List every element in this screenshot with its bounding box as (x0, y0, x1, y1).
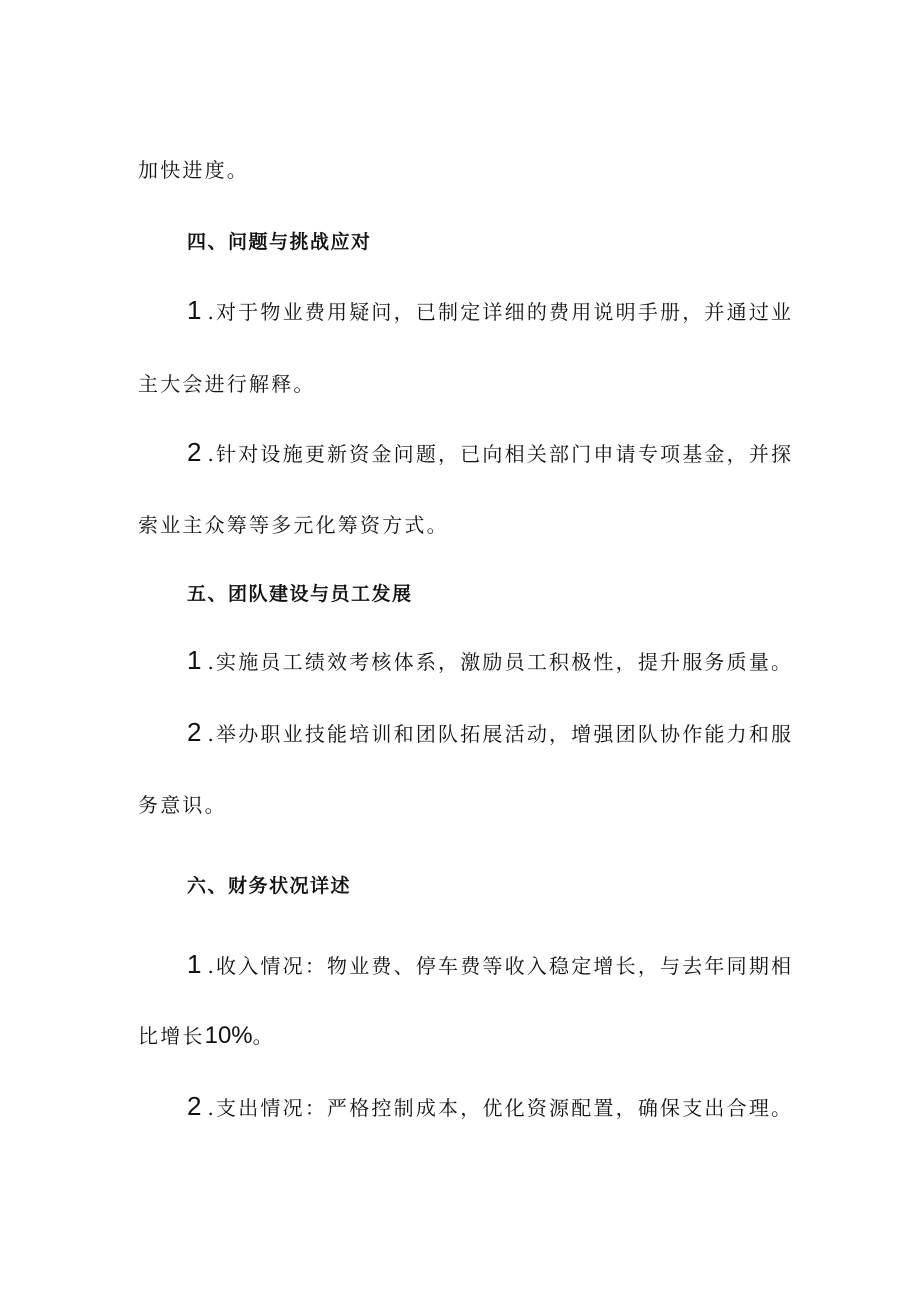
section-5-heading: 五、团队建设与员工发展 (187, 583, 413, 605)
item-text: .收入情况：物业费、停车费等收入稳定增长，与去年同期相 (207, 954, 794, 978)
section-4-item-1-line-2: 主大会进行解释。 (138, 372, 316, 396)
section-5-item-1-line-1 (187, 646, 793, 676)
item-text: .实施员工绩效考核体系，激励员工积极性，提升服务质量。 (207, 650, 794, 674)
section-5-item-2-line-2: 务意识。 (138, 793, 227, 817)
growth-percentage: 10% (204, 1022, 253, 1049)
item-number: 2 (187, 437, 202, 467)
section-6-heading: 六、财务状况详述 (187, 875, 352, 897)
section-4-item-2-line-2: 索业主众筹等多元化筹资方式。 (138, 513, 449, 537)
item-text: .举办职业技能培训和团队拓展活动，增强团队协作能力和服 (207, 722, 794, 746)
section-4-heading: 四、问题与挑战应对 (187, 231, 372, 253)
item-number: 2 (187, 717, 202, 747)
section-6-item-1-line-1 (187, 950, 793, 980)
item-text: .针对设施更新资金问题，已向相关部门申请专项基金，并探 (207, 442, 794, 466)
item-number: 1 (187, 949, 202, 979)
item-text: .支出情况：严格控制成本，优化资源配置，确保支出合理。 (207, 1096, 794, 1120)
item-text-suffix: 。 (252, 1024, 275, 1048)
item-number: 1 (187, 295, 202, 325)
item-number: 2 (187, 1091, 202, 1121)
section-4-item-1-line-1 (187, 296, 793, 326)
section-6-item-2-line-1 (187, 1092, 793, 1122)
item-text: .对于物业费用疑问，已制定详细的费用说明手册，并通过业 (207, 300, 794, 324)
section-4-item-2-line-1 (187, 438, 793, 468)
item-number: 1 (187, 645, 202, 675)
section-6-item-1-line-2 (138, 1022, 275, 1050)
continuation-text: 加快进度。 (138, 158, 249, 182)
section-5-item-2-line-1 (187, 718, 793, 748)
item-text-prefix: 比增长 (138, 1024, 205, 1048)
